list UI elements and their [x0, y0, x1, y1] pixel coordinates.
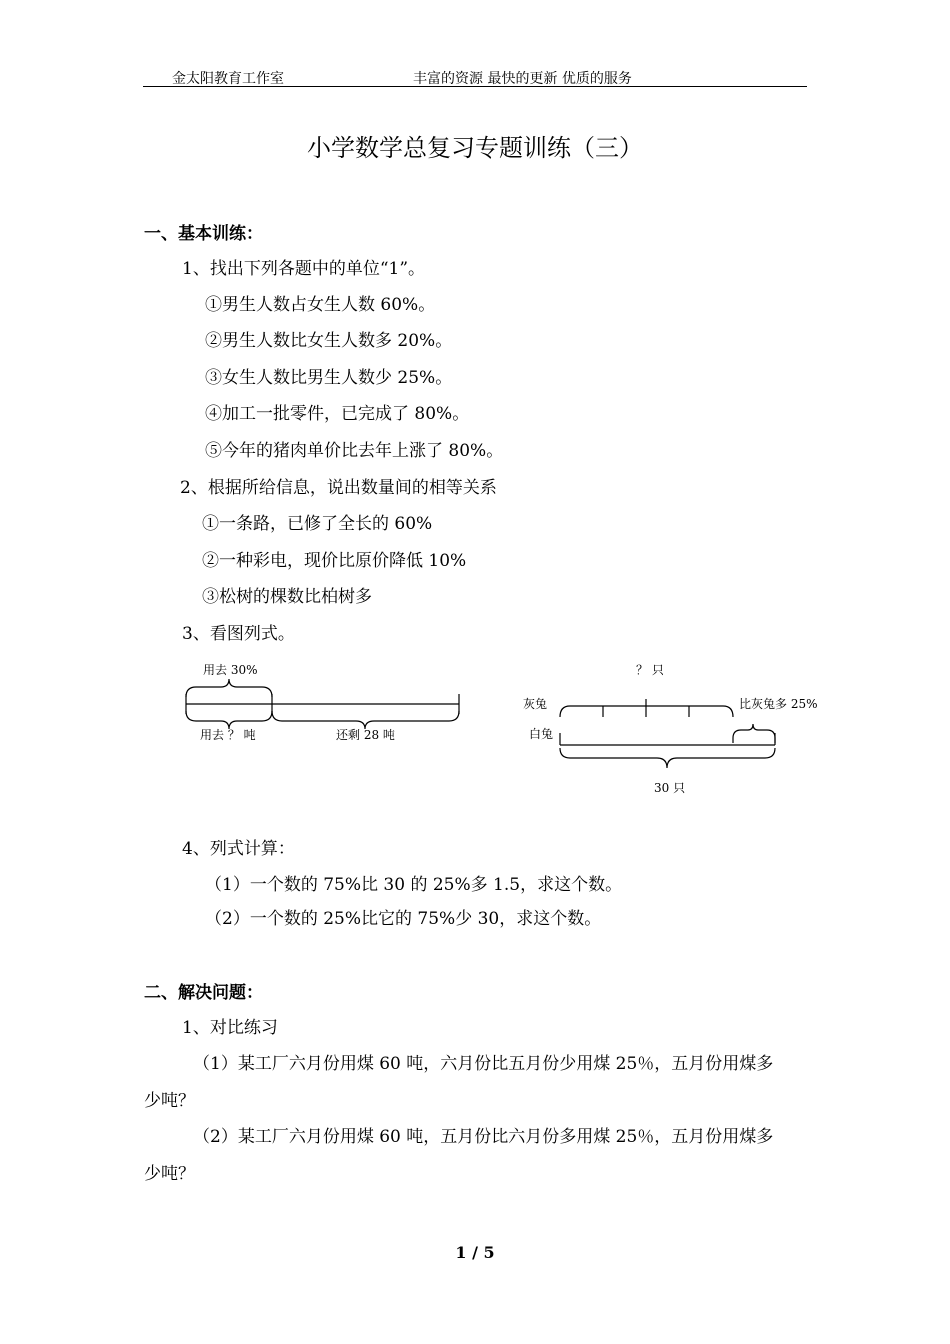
q2-item: ①一条路，已修了全长的 60% [202, 514, 433, 534]
q4-item: （2）一个数的 25%比它的 75%少 30，求这个数。 [205, 909, 602, 929]
diagram1-top-brace [186, 679, 272, 697]
q2-item: ③松树的棵数比柏树多 [202, 587, 372, 607]
section2-heading: 二、解决问题： [144, 983, 263, 1003]
q1-item: ③女生人数比男生人数少 25%。 [205, 368, 453, 388]
q3-label: 3、看图列式。 [182, 624, 295, 644]
q2-item: ②一种彩电，现价比原价降低 10% [202, 551, 467, 571]
diagram1-bar [186, 694, 459, 714]
page-number: 1 / 5 [455, 1243, 495, 1262]
diagram1-top-label: 用去 30% [203, 663, 258, 677]
section1-heading: 一、基本训练： [144, 224, 263, 244]
diagram1-bottom-right-label: 还剩 28 吨 [336, 728, 395, 742]
s2-q1-p1-line1: （1）某工厂六月份用煤 60 吨，六月份比五月份少用煤 25％，五月份用煤多 [193, 1054, 774, 1074]
diagram2-extra-brace [733, 724, 775, 743]
q1-item: ②男生人数比女生人数多 20%。 [205, 331, 453, 351]
q4-label: 4、列式计算： [182, 839, 295, 859]
q4-item: （1）一个数的 75%比 30 的 25%多 1.5，求这个数。 [205, 875, 623, 895]
q1-label: 1、找出下列各题中的单位“1”。 [182, 259, 426, 279]
s2-q1-label: 1、对比练习 [182, 1018, 278, 1038]
diagram2-grey-label: 灰兔 [523, 697, 548, 711]
diagram2-white-label: 白兔 [529, 727, 554, 741]
q1-item: ⑤今年的猪肉单价比去年上涨了 80%。 [205, 441, 504, 461]
diagram2-bottom-label: 30 只 [654, 781, 686, 795]
q1-item: ①男生人数占女生人数 60%。 [205, 295, 436, 315]
diagram1-bottom-right-brace [272, 711, 459, 729]
q2-label: 2、根据所给信息，说出数量间的相等关系 [180, 478, 497, 498]
q1-item: ④加工一批零件，已完成了 80%。 [205, 404, 470, 424]
header-left: 金太阳教育工作室 [172, 71, 284, 87]
s2-q1-p2-line2: 少吨？ [144, 1164, 195, 1184]
diagram2-bottom-brace [560, 748, 775, 768]
s2-q1-p2-line1: （2）某工厂六月份用煤 60 吨，五月份比六月份多用煤 25％，五月份用煤多 [193, 1127, 774, 1147]
diagram2-top-label: ？ 只 [636, 663, 664, 677]
s2-q1-p1-line2: 少吨？ [144, 1091, 195, 1111]
diagram1-bottom-left-label: 用去 ？ 吨 [200, 728, 256, 742]
diagram1-bottom-left-brace [186, 711, 272, 729]
header-right: 丰富的资源 最快的更新 优质的服务 [413, 71, 632, 87]
page-title: 小学数学总复习专题训练（三） [307, 134, 643, 162]
diagram2-more-label: 比灰兔多 25% [739, 697, 818, 711]
